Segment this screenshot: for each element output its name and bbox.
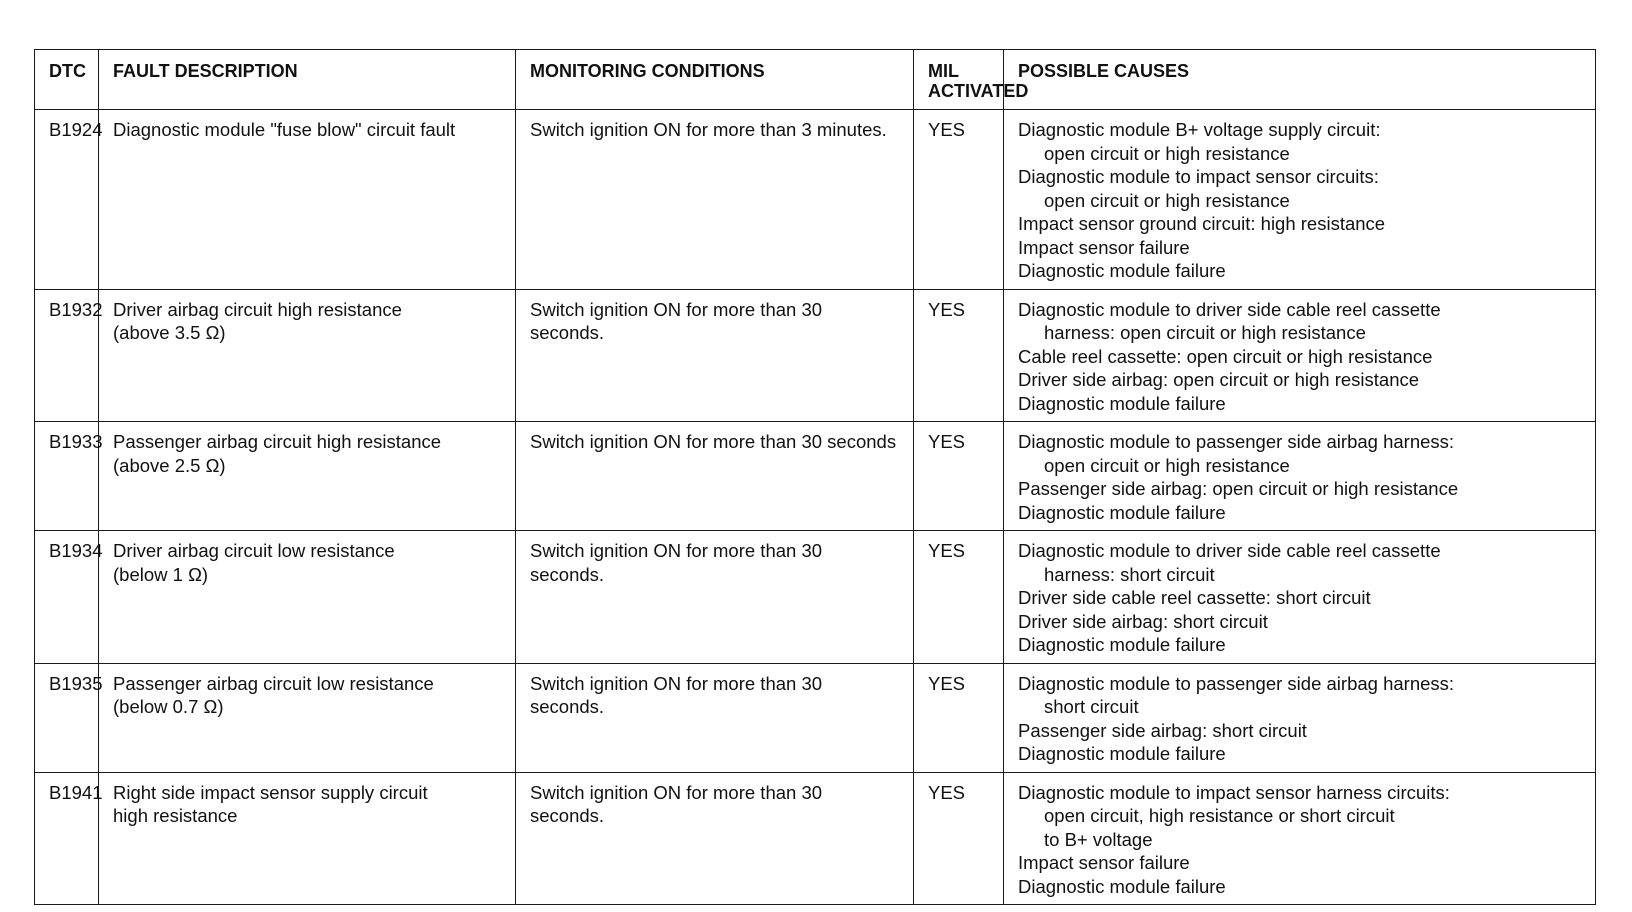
fault-line: Right side impact sensor supply circuit [113, 781, 428, 803]
cause-line: Diagnostic module to driver side cable reel cassette [1018, 540, 1441, 561]
cause-line: Diagnostic module B+ voltage supply circuit: [1018, 119, 1381, 140]
monitoring-condition: Switch ignition ON for more than 30 seconds. [516, 772, 914, 905]
fault-line: (below 0.7 Ω) [113, 696, 224, 717]
cause-line: Diagnostic module failure [1018, 260, 1226, 281]
header-mil-activated [914, 50, 1029, 110]
header-monitoring-conditions: MONITORING CONDITIONS [516, 50, 914, 110]
header-mil-line2: ACTIVATED [928, 81, 1029, 101]
fault-description [99, 110, 516, 290]
fault-line: (above 2.5 Ω) [113, 454, 226, 476]
cause-line: Diagnostic module to passenger side airbag harness: [1018, 431, 1455, 452]
cause-line: harness: short circuit [1044, 563, 1215, 585]
monitoring-condition: Switch ignition ON for more than 30 seconds [516, 422, 914, 531]
fault-line: Driver airbag circuit high resistance [113, 298, 402, 320]
table-row [35, 289, 1596, 422]
monitoring-condition: Switch ignition ON for more than 3 minutes. [516, 110, 914, 290]
dtc-code: B1941 [35, 772, 99, 905]
cause-line: Impact sensor ground circuit: high resistance [1018, 213, 1386, 234]
fault-description [99, 289, 516, 422]
table-row [35, 531, 1596, 664]
dtc-code: B1933 [35, 422, 99, 531]
cause-line: Diagnostic module failure [1018, 501, 1226, 523]
monitoring-condition: Switch ignition ON for more than 30 seconds. [516, 531, 914, 664]
possible-causes [1004, 289, 1596, 422]
cause-line: Diagnostic module failure [1018, 875, 1226, 897]
dtc-code: B1932 [35, 289, 99, 422]
mil-activated: YES [914, 531, 1004, 664]
fault-line: (above 3.5 Ω) [113, 322, 226, 343]
dtc-code: B1934 [35, 531, 99, 664]
dtc-code: B1935 [35, 663, 99, 772]
header-possible-causes: POSSIBLE CAUSES [1004, 50, 1596, 110]
cause-line: open circuit or high resistance [1044, 454, 1290, 476]
cause-line: to B+ voltage [1044, 828, 1153, 850]
cause-line: Diagnostic module to impact sensor harness circuits: [1018, 781, 1450, 803]
cause-line: harness: open circuit or high resistance [1044, 322, 1366, 343]
cause-line: Diagnostic module to passenger side airbag harness: [1018, 672, 1455, 694]
mil-activated: YES [914, 422, 1004, 531]
table-row [35, 110, 1596, 290]
monitoring-condition: Switch ignition ON for more than 30 seconds. [516, 289, 914, 422]
fault-line: Driver airbag circuit low resistance [113, 540, 395, 561]
cause-line: Impact sensor failure [1018, 852, 1190, 873]
cause-line: short circuit [1044, 696, 1139, 717]
cause-line: Passenger side airbag: open circuit or high resistance [1018, 478, 1459, 499]
cause-line: Diagnostic module to impact sensor circuits: [1018, 166, 1379, 187]
table-row [35, 663, 1596, 772]
cause-line: Cable reel cassette: open circuit or high resistance [1018, 345, 1433, 367]
cause-line: Driver side cable reel cassette: short circuit [1018, 587, 1371, 608]
table-row [35, 422, 1596, 531]
possible-causes [1004, 531, 1596, 664]
mil-activated: YES [914, 289, 1004, 422]
fault-line: high resistance [113, 805, 238, 826]
fault-line: Passenger airbag circuit high resistance [113, 431, 442, 452]
fault-line: Passenger airbag circuit low resistance [113, 672, 434, 694]
cause-line: Diagnostic module failure [1018, 634, 1226, 655]
mil-activated: YES [914, 772, 1004, 905]
possible-causes [1004, 663, 1596, 772]
cause-line: open circuit, high resistance or short circuit [1044, 805, 1395, 826]
cause-line: open circuit or high resistance [1044, 189, 1290, 211]
cause-line: open circuit or high resistance [1044, 142, 1290, 164]
header-dtc: DTC [35, 50, 99, 110]
cause-line: Diagnostic module failure [1018, 743, 1226, 764]
cause-line: Driver side airbag: open circuit or high resistance [1018, 369, 1420, 390]
fault-description [99, 772, 516, 905]
cause-line: Diagnostic module to driver side cable reel cassette [1018, 298, 1441, 320]
possible-causes [1004, 772, 1596, 905]
fault-description [99, 663, 516, 772]
fault-line: (below 1 Ω) [113, 563, 209, 585]
cause-line: Impact sensor failure [1018, 236, 1190, 258]
fault-line: Diagnostic module "fuse blow" circuit fault [113, 119, 456, 140]
table-row [35, 772, 1596, 905]
mil-activated: YES [914, 110, 1004, 290]
header-mil-line1: MIL [928, 61, 959, 81]
possible-causes [1004, 110, 1596, 290]
header-fault-description: FAULT DESCRIPTION [99, 50, 516, 110]
dtc-code: B1924 [35, 110, 99, 290]
dtc-table [34, 49, 1596, 905]
table-header-row [35, 50, 1596, 110]
cause-line: Diagnostic module failure [1018, 392, 1226, 414]
mil-activated: YES [914, 663, 1004, 772]
cause-line: Passenger side airbag: short circuit [1018, 719, 1307, 741]
fault-description [99, 531, 516, 664]
possible-causes [1004, 422, 1596, 531]
fault-description [99, 422, 516, 531]
cause-line: Driver side airbag: short circuit [1018, 610, 1268, 632]
monitoring-condition: Switch ignition ON for more than 30 seconds. [516, 663, 914, 772]
